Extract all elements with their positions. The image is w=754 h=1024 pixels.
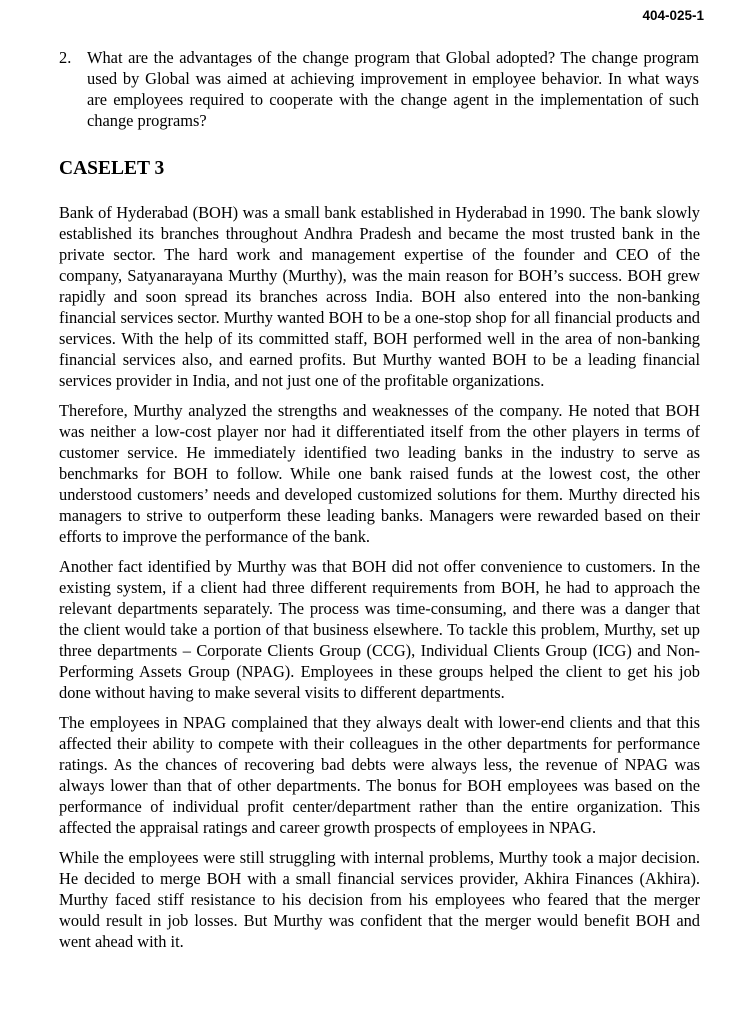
question-number: 2. [59,48,72,67]
paragraph: While the employees were still struggling with internal problems, Murthy took a major decision. He decided to merge BOH with a small financial services provider, Akhira Finances (Akhira). Murthy faced stiff resistance to his decision from his employees who feared that the merger would result in job losses. But Murthy was confident that the merger would benefit BOH and went ahead with it. [59,848,700,951]
paragraph: Bank of Hyderabad (BOH) was a small bank established in Hyderabad in 1990. The bank slowly established its branches throughout Andhra Pradesh and became the most trusted bank in the private sector. The hard work and management expertise of the founder and CEO of the company, Satyanarayana Murthy (Murthy), was the main reason for BOH’s success. BOH grew rapidly and soon spread its branches across India. BOH also entered into the non-banking financial services sector. Murthy wanted BOH to be a one-stop shop for all financial products and services. With the help of its committed staff, BOH performed well in the area of non-banking financial services also, and earned profits. But Murthy wanted BOH to be a leading financial services provider in India, and not just one of the profitable organizations. [59,203,700,390]
question-item [59,47,699,131]
document-code: 404-025-1 [642,8,704,23]
caselet-title: CASELET 3 [59,158,165,179]
question-text: What are the advantages of the change program that Global adopted? The change program used by Global was aimed at achieving improvement in employee behavior. In what ways are employees required to cooperate with the change agent in the implementation of such change programs? [87,48,699,130]
paragraph: Therefore, Murthy analyzed the strengths and weaknesses of the company. He noted that BOH was neither a low-cost player nor had it differentiated itself from the other players in terms of customer service. He immediately identified two leading banks in the industry to serve as benchmarks for BOH to follow. While one bank raised funds at the lowest cost, the other understood customers’ needs and developed customized solutions for them. Murthy directed his managers to strive to outperform these leading banks. Managers were rewarded based on their efforts to improve the performance of the bank. [59,401,700,546]
paragraph: The employees in NPAG complained that they always dealt with lower-end clients and that this affected their ability to compete with their colleagues in the other departments for performance ratings. As the chances of recovering bad debts were always less, the revenue of NPAG was always lower than that of other departments. The bonus for BOH employees was based on the performance of individual profit center/department rather than the entire organization. This affected the appraisal ratings and career growth prospects of employees in NPAG. [59,713,700,837]
paragraph: Another fact identified by Murthy was that BOH did not offer convenience to customers. In the existing system, if a client had three different requirements from BOH, he had to approach the relevant departments separately. The process was time-consuming, and there was a danger that the client would take a portion of that business elsewhere. To tackle this problem, Murthy, set up three departments – Corporate Clients Group (CCG), Individual Clients Group (ICG) and Non-Performing Assets Group (NPAG). Employees in these groups helped the client to get his job done without having to make several visits to different departments. [59,557,700,702]
caselet-body [59,202,700,961]
